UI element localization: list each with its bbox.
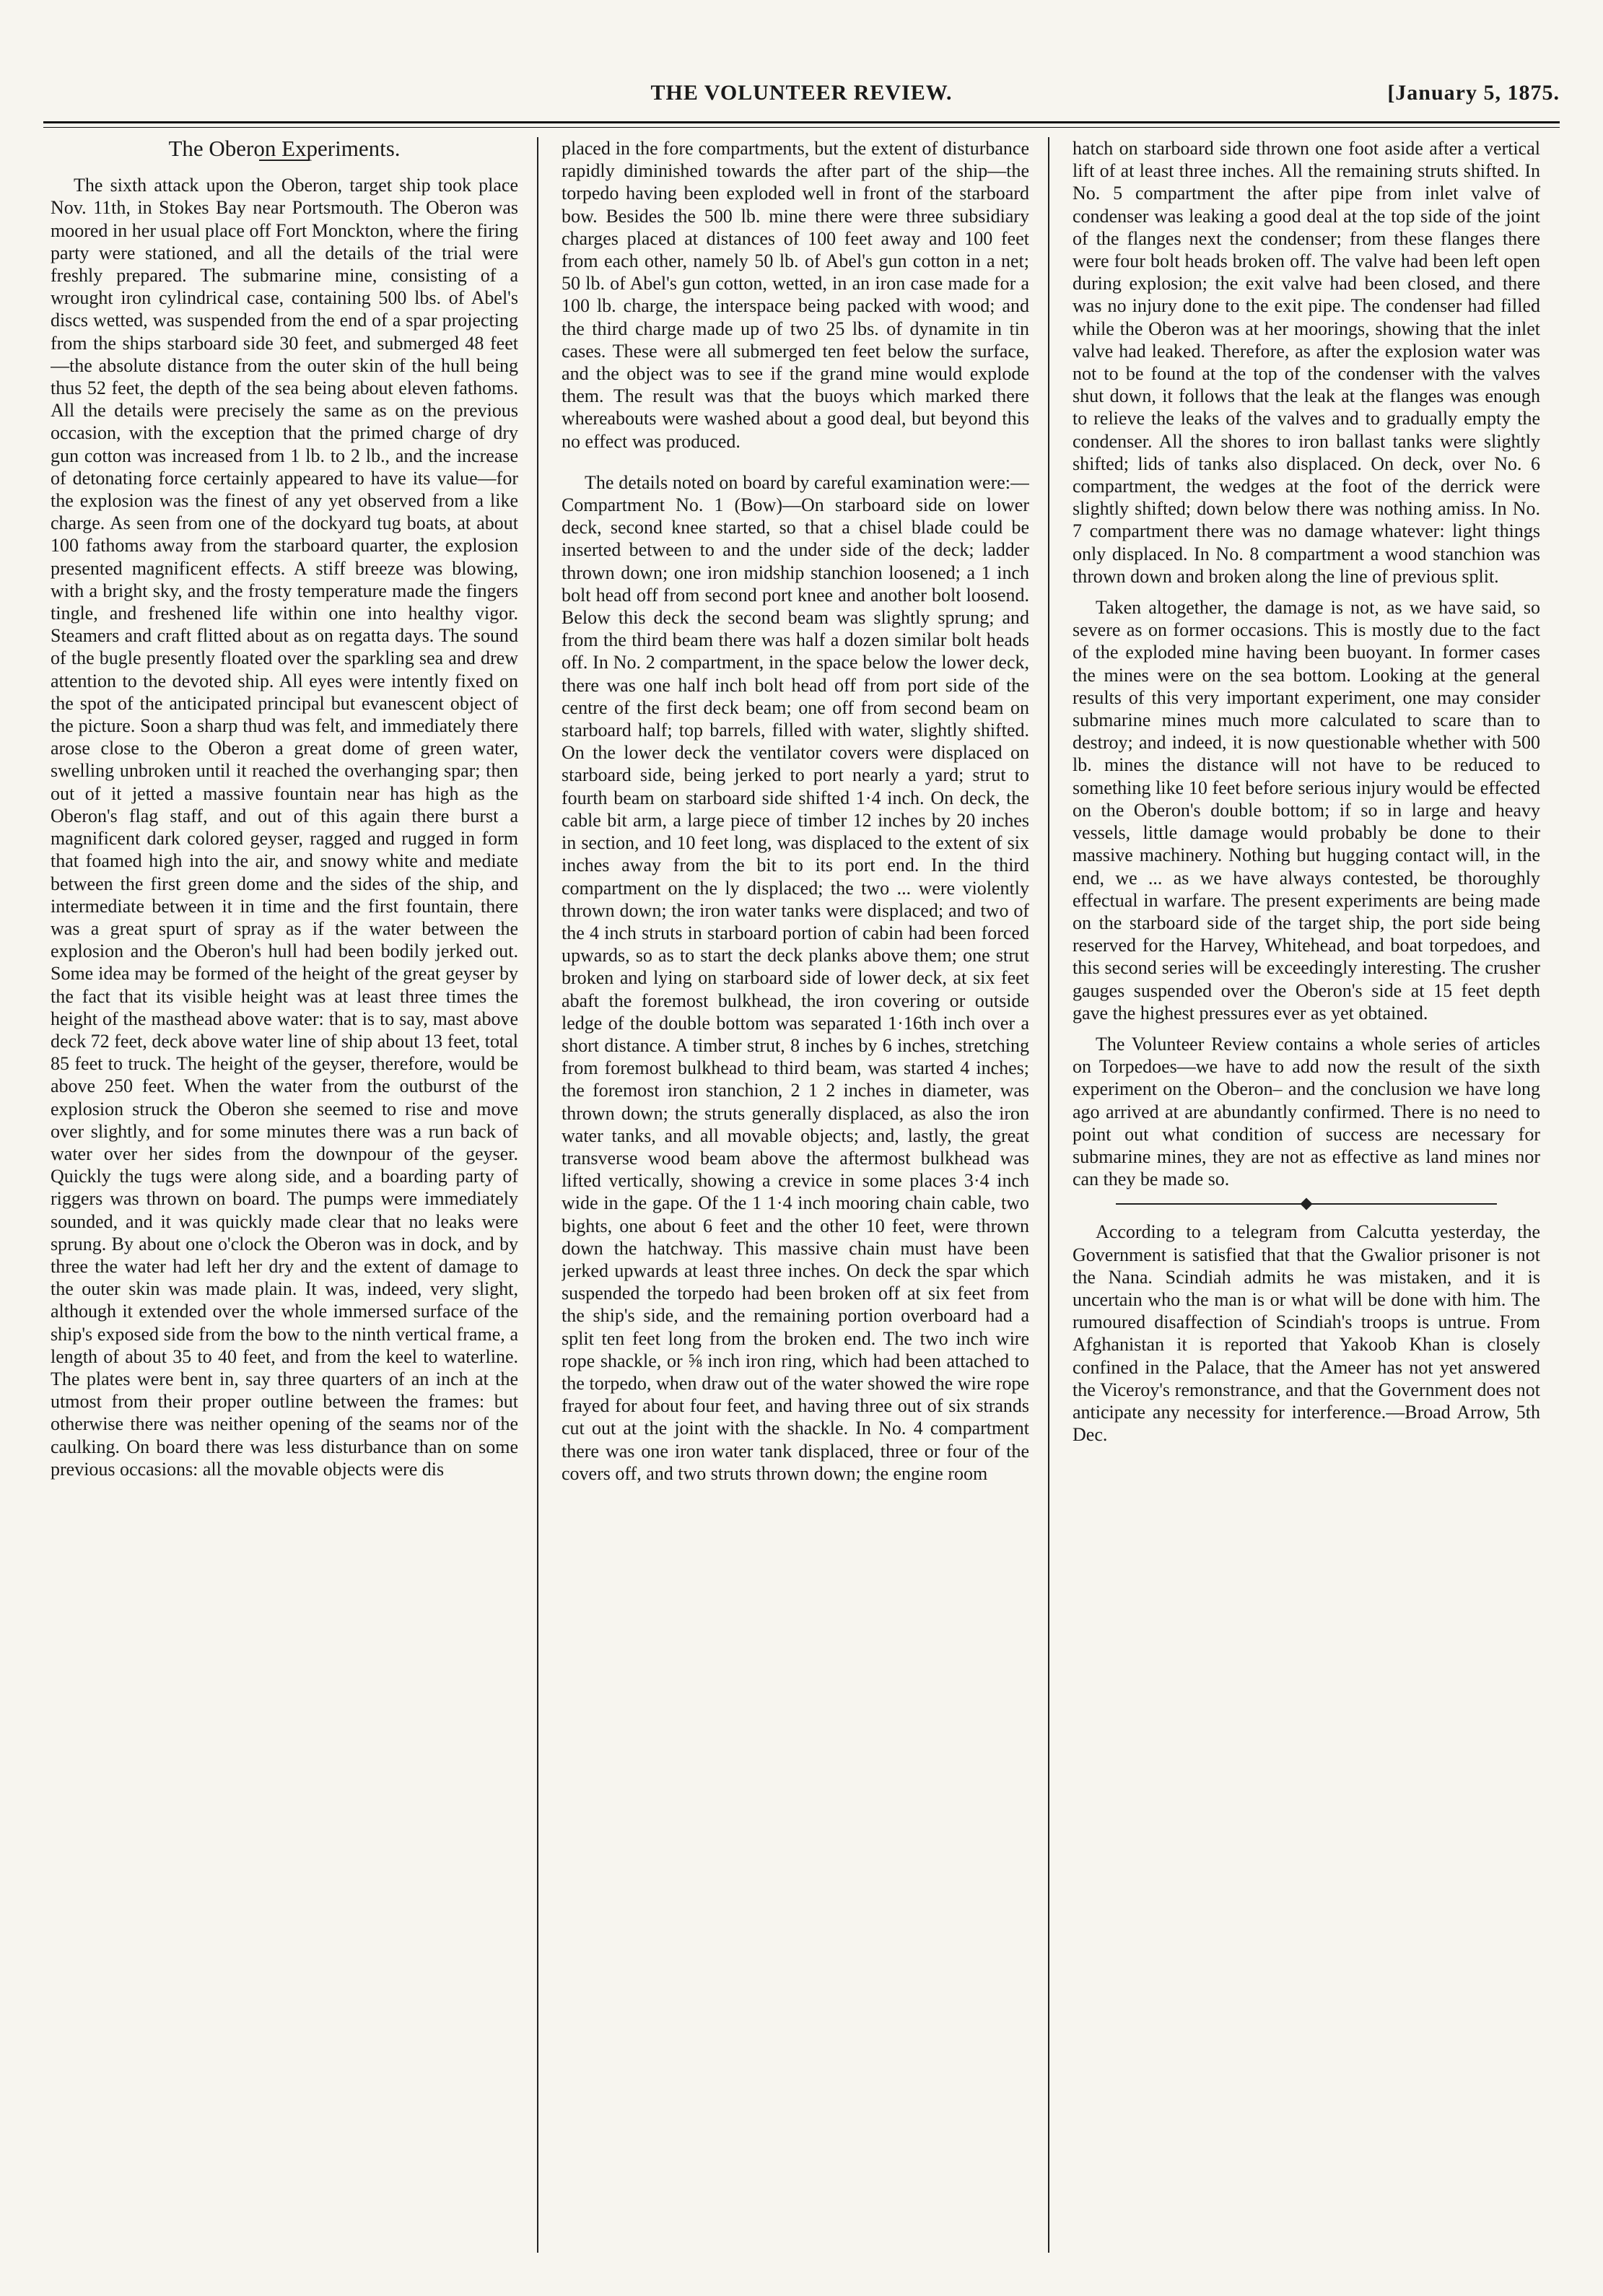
news-item-calcutta: According to a telegram from Calcutta yesterday, the Government is satisfied that that the Gwalior prisoner is not the Nana. Scindiah admits he was mistaken, and it is uncertain who the man is or what will be done with him. The rumoured disaffection of Scindiah's troops is untrue. From Afghanistan it is reported that Yakoob Khan is closely confined in the Palace, that the Ameer has not yet answered the Viceroy's remonstrance, and that the Government does not anticipate any necessity for interference.—Broad Arrow, 5th Dec. bbox=[1073, 1221, 1540, 1446]
column-divider bbox=[1048, 137, 1049, 2253]
header-rule-thin bbox=[43, 127, 1560, 128]
editorial-note: The Volunteer Review contains a whole series of articles on Torpedoes—we have to add now the result of the sixth experiment on the Oberon– and the conclusion we have long ago arrived at are abundantly confirmed. There is no need to point out what condition of success are necessary for submarine mines, they are not as effective as land mines nor can they be made so. bbox=[1073, 1033, 1540, 1190]
article-title: The Oberon Experiments. bbox=[168, 137, 401, 161]
column-divider bbox=[537, 137, 538, 2253]
column-3 bbox=[1073, 137, 1540, 2253]
column-2 bbox=[562, 137, 1029, 2253]
header-rule bbox=[43, 121, 1560, 123]
article-paragraph: The details noted on board by careful examination were:—Compartment No. 1 (Bow)—On starboard side on lower deck, second knee started, so that a chisel blade could be inserted between to and the under side of the deck; ladder thrown down; one iron midship stanchion loosened; a 1 inch bolt head off from second port knee and another bolt loosend. Below this deck the second beam was slightly sprung; and from the third beam there was half a dozen similar bolt heads off. In No. 2 compartment, in the space below the lower deck, there was one half inch bolt head off from port side of the centre of the first deck beam; one off from second beam on starboard half; top barrels, filled with water, slightly shifted. On the lower deck the ventilator covers were displaced on starboard side, being jerked to port nearly a yard; strut to fourth beam on starboard side shifted 1·4 inch. On deck, the cable bit arm, a large piece of timber 12 inches by 20 inches in section, and 10 feet long, was displaced to the extent of six inches away from the bit to its port end. In the third compartment on the ly displaced; the two ... were violently thrown down; the iron water tanks were displaced; and two of the 4 inch struts in starboard portion of cabin had been forced upwards, so as to start the deck planks above them; one strut broken and lying on starboard side of lower deck, at six feet abaft the foremost bulkhead, the iron covering or outside ledge of the double bottom was separated 1·16th inch over a short distance. A timber strut, 8 inches by 6 inches, stretching from foremost bulkhead to third beam, was started 4 inches; the foremost iron stanchion, 2 1 2 inches in diameter, was thrown down; the struts generally displaced, as also the iron water tanks, and all movable objects; and, lastly, the great transverse wood beam above the aftermost bulkhead was lifted vertically, showing a crevice in some places 3·4 inch wide in the gape. Of the 1 1·4 inch mooring chain cable, two bights, one about 6 feet and the other 10 feet, were thrown down the hatchway. This massive chain must have been jerked upwards at least three inches. On deck the spar which suspended the torpedo had been broken off at six feet from the ship's side, and the remaining portion overboard had a split ten feet long from the broken end. The two inch wire rope shackle, or ⅝ inch iron ring, which had been attached to the torpedo, when draw out of the water showed the wire rope frayed for about four feet, and having three out of six strands cut out at the joint with the shackle. In No. 4 compartment there was one iron water tank displaced, three or four of the covers off, and two struts thrown down; the engine room bbox=[562, 471, 1029, 1484]
article-paragraph: hatch on starboard side thrown one foot aside after a vertical lift of at least three inches. All the remaining struts shifted. In No. 5 compartment the after pipe from inlet valve of condenser was leaking a good deal at the top side of the joint of the flanges next the condenser; from these flanges there were four bolt heads broken off. The valve had been left open during explosion; the exit valve had been closed, and there was no injury done to the exit pipe. The condenser had filled while the Oberon was at her moorings, showing that the inlet valve had leaked. Therefore, as after the explosion water was not to be found at the top of the condenser with the valves shut down, it follows that the leak at the flanges was enough to relieve the leaks of the valves and to gradually empty the condenser. All the shores to iron ballast tanks were slightly shifted; lids of tanks also displaced. On deck, over No. 6 compartment, the wedges at the foot of the derrick were slightly shifted; down below there was nothing amiss. In No. 7 compartment there was no damage whatever: light things only displaced. In No. 8 compartment a wood stanchion was thrown down and broken along the line of previous split. bbox=[1073, 138, 1540, 587]
section-separator bbox=[1116, 1203, 1497, 1205]
running-head bbox=[43, 81, 1560, 113]
issue-date: [January 5, 1875. bbox=[1387, 81, 1560, 105]
article-paragraph: placed in the fore compartments, but the extent of disturbance rapidly diminished towards the after part of the ship—the torpedo having been exploded well in front of the starboard bow. Besides the 500 lb. mine there were three subsidiary charges placed at distances of 100 feet away and 100 feet from each other, namely 50 lb. of Abel's gun cotton in a net; 50 lb. of Abel's gun cotton, wetted, in an iron case made for a 100 lb. charge, the interspace being packed with wood; and the third charge made up of two 25 lbs. of dynamite in tin cases. These were all submerged ten feet below the surface, and the object was to see if the grand mine would explode them. The result was that the buoys which marked there whereabouts were washed about a good deal, but beyond this no effect was produced. bbox=[562, 138, 1029, 452]
column-1 bbox=[51, 137, 518, 2253]
article-paragraph: Taken altogether, the damage is not, as we have said, so severe as on former occasions. This is mostly due to the fact of the exploded mine having been buoyant. In former cases the mines were on the sea bottom. Looking at the general results of this very important experiment, one may consider submarine mines much more calculated to scare than to destroy; and indeed, it is now questionable whether with 500 lb. mines the distance will not have to be reduced to something like 10 feet before serious injury would be effected on the Oberon's double bottom; if so in large and heavy vessels, little damage would probably be done to their massive machinery. Nothing but hugging contact will, in the end, we ... as we have always contested, be thoroughly effectual in warfare. The present experiments are being made on the starboard side of the target ship, the port side being reserved for the Harvey, Whitehead, and boat torpedoes, and this second series will be exceedingly interesting. The crusher gauges suspended over the Oberon's side at 15 feet depth gave the highest pressures ever as yet obtained. bbox=[1073, 597, 1540, 1023]
newspaper-title: THE VOLUNTEER REVIEW. bbox=[650, 81, 953, 105]
article-paragraph: The sixth attack upon the Oberon, target ship took place Nov. 11th, in Stokes Bay near Portsmouth. The Oberon was moored in her usual place off Fort Monckton, where the firing party were stationed, and all the details of the trial were freshly prepared. The submarine mine, consisting of a wrought iron cylindrical case, containing 500 lbs. of Abel's discs wetted, was suspended from the end of a spar projecting from the ships starboard side 30 feet, and submerged 48 feet—the absolute distance from the outer skin of the hull being thus 52 feet, the depth of the sea being about eleven fathoms. All the details were precisely the same as on the previous occasion, with the exception that the primed charge of dry gun cotton was increased from 1 lb. to 2 lb., and the increase of detonating force certainly appeared to have its value—for the explosion was the finest of any yet observed from a like charge. As seen from one of the dockyard tug boats, at about 100 fathoms away from the starboard quarter, the explosion presented magnificent effects. A stiff breeze was blowing, with a bright sky, and the frosty temperature made the fingers tingle, and freshened life within one into healthy vigor. Steamers and craft flitted about as on regatta days. The sound of the bugle presently floated over the sparkling sea and drew attention to the devoted ship. All eyes were intently fixed on the spot of the anticipated principal but evanescent object of the picture. Soon a sharp thud was felt, and immediately there arose close to the Oberon a great dome of green water, swelling unbroken until it reached the overhanging spar; then out of it jetted a massive fountain near has high as the Oberon's flag staff, and out of this again there burst a magnificent dark colored geyser, ragged and rugged in form that foamed high into the air, and snowy white and mediate between the first green dome and the sides of the ship, and intermediate between it in time and the first fountain, there was a great spurt of spray as if the water between the explosion and the Oberon's hull had been bodily jerked out. Some idea may be formed of the height of the great geyser by the fact that its visible height was at least three times the height of the masthead above water: that is to say, mast above deck 72 feet, deck above water line of ship about 13 feet, total 85 feet to truck. The height of the geyser, therefore, would be above 250 feet. When the water from the outburst of the explosion struck the Oberon she seemed to rise and move over slightly, and for some minutes there was a run back of water over her sides from the downpour of the geyser. Quickly the tugs were along side, and a boarding party of riggers was thrown on board. The pumps were immediately sounded, and it was quickly made clear that no leaks were sprung. By about one o'clock the Oberon was in dock, and by three the water had left her dry and the extent of damage to the outer skin was made plain. It was, indeed, very slight, although it extended over the whole immersed surface of the ship's exposed side from the bow to the ninth vertical frame, a length of about 35 to 40 feet, and from the keel to waterline. The plates were bent in, say three quarters of an inch at the utmost from their proper outline between the frames: but otherwise there was neither opening of the seams nor of the caulking. On board there was less disturbance than on some previous occasions: all the movable objects were dis bbox=[51, 175, 518, 1480]
